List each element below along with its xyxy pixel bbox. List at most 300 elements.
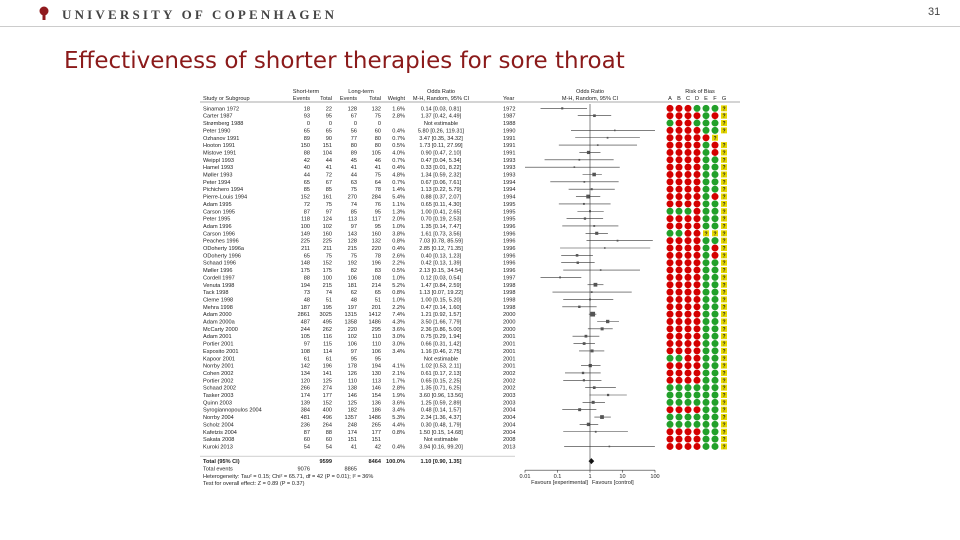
x-axis-tick-label: 100: [650, 474, 660, 481]
study-events-long: 74: [350, 201, 357, 208]
rob-high-icon: [694, 222, 701, 229]
rob-high-icon: [667, 252, 674, 259]
study-year: 1996: [503, 231, 516, 238]
rob-unclear-mark: ?: [722, 157, 726, 164]
study-year: 2004: [503, 407, 516, 414]
rob-high-icon: [694, 325, 701, 332]
rob-low-icon: [712, 274, 719, 281]
rob-unclear-mark: ?: [722, 194, 726, 201]
study-name: Peter 1994: [203, 179, 231, 186]
rob-high-icon: [676, 149, 683, 156]
rob-high-icon: [694, 377, 701, 384]
study-point-estimate: [591, 349, 594, 352]
rob-low-icon: [712, 164, 719, 171]
rob-high-icon: [676, 318, 683, 325]
study-weight: 1.0%: [392, 275, 405, 282]
rob-low-icon: [703, 245, 710, 252]
rob-high-icon: [676, 156, 683, 163]
study-total-long: 78: [374, 253, 381, 260]
rob-low-icon: [712, 347, 719, 354]
rob-high-icon: [676, 281, 683, 288]
study-events-short: 44: [303, 172, 310, 179]
study-year: 2000: [503, 312, 516, 319]
study-name: ODoherty 1996: [203, 253, 241, 260]
study-year: 2001: [503, 348, 516, 355]
study-year: 1994: [503, 187, 516, 194]
rob-high-icon: [694, 303, 701, 310]
study-odds-ratio-ci: 1.13 [0.22, 5.79]: [420, 187, 462, 194]
study-total-long: 78: [374, 187, 381, 194]
study-events-long: 110: [348, 378, 357, 385]
rob-low-icon: [703, 142, 710, 149]
study-total-short: 161: [322, 194, 332, 201]
rob-low-icon: [703, 281, 710, 288]
rob-low-icon: [703, 252, 710, 259]
study-year: 1995: [503, 201, 516, 208]
study-name: Carson 1995: [203, 209, 236, 216]
rob-high-icon: [685, 318, 692, 325]
rob-low-icon: [712, 399, 719, 406]
study-name: Cleme 1998: [203, 297, 234, 304]
study-events-short: 244: [300, 326, 310, 333]
study-name: Pierre-Louis 1994: [203, 194, 248, 201]
rob-low-icon: [703, 443, 710, 450]
study-year: 2003: [503, 400, 516, 407]
study-name: Cohen 2002: [203, 370, 234, 377]
header-rob-B: B: [677, 96, 681, 102]
study-point-estimate: [583, 181, 585, 183]
total-diamond: [589, 458, 595, 464]
study-year: 1996: [503, 253, 516, 260]
study-total-long: 132: [371, 106, 381, 113]
study-events-short: 149: [300, 231, 310, 238]
rob-low-icon: [712, 156, 719, 163]
study-odds-ratio-ci: 2.34 [1.36, 4.37]: [420, 415, 462, 422]
study-total-long: 46: [374, 157, 381, 164]
study-total-long: 220: [371, 246, 381, 252]
rob-high-icon: [676, 178, 683, 185]
rob-low-icon: [712, 289, 719, 296]
rob-high-icon: [676, 245, 683, 252]
rob-high-icon: [685, 149, 692, 156]
study-weight: 3.0%: [392, 334, 405, 341]
study-events-long: 146: [347, 393, 357, 399]
rob-high-icon: [676, 142, 683, 149]
study-point-estimate: [587, 423, 590, 426]
study-weight: 3.8%: [392, 231, 405, 238]
study-year: 1998: [503, 304, 516, 311]
study-point-estimate: [574, 166, 576, 168]
study-odds-ratio-ci: 5.80 [0.26, 119.31]: [417, 128, 465, 135]
rob-high-icon: [676, 215, 683, 222]
study-total-short: 114: [323, 348, 332, 355]
rob-low-icon: [712, 171, 719, 178]
study-name: Tasker 2003: [203, 393, 234, 399]
study-name: Peter 1995: [203, 216, 231, 223]
rob-high-icon: [685, 369, 692, 376]
study-events-long: 67: [350, 113, 357, 120]
study-events-long: 1315: [344, 312, 357, 319]
study-events-long: 48: [350, 297, 357, 304]
rob-high-icon: [667, 443, 674, 450]
rob-unclear-mark: ?: [722, 326, 726, 333]
study-odds-ratio-ci: 3.50 [1.66, 7.79]: [420, 319, 462, 326]
study-events-short: 120: [300, 378, 310, 385]
rob-unclear-mark: ?: [722, 282, 726, 289]
study-events-long: 41: [350, 165, 357, 172]
study-year: 1994: [503, 179, 516, 186]
study-name: Tack 1998: [203, 290, 229, 297]
rob-high-icon: [694, 215, 701, 222]
study-odds-ratio-ci: 1.00 [0.41, 2.65]: [420, 209, 462, 216]
study-point-estimate: [597, 144, 599, 146]
study-events-long: 75: [350, 187, 357, 194]
study-events-short: 225: [300, 238, 310, 245]
study-total-long: 186: [371, 407, 381, 414]
rob-high-icon: [694, 340, 701, 347]
rob-low-icon: [703, 127, 710, 134]
study-year: 1996: [503, 268, 516, 275]
rob-high-icon: [694, 281, 701, 288]
study-odds-ratio-ci: 0.88 [0.37, 2.07]: [420, 194, 462, 201]
rob-high-icon: [676, 274, 683, 281]
study-odds-ratio-ci: Not estimable: [423, 121, 459, 128]
study-events-long: 89: [350, 150, 357, 157]
study-total-long: 75: [374, 172, 381, 179]
study-year: 1995: [503, 216, 516, 223]
study-name: Adam 2000a: [203, 319, 235, 326]
favours-right-label: Favours [control]: [592, 480, 634, 487]
study-weight: 1.3%: [392, 209, 405, 216]
study-point-estimate: [590, 312, 595, 317]
study-events-long: 97: [350, 223, 357, 230]
study-total-long: 75: [374, 113, 381, 120]
rob-low-icon: [703, 303, 710, 310]
rob-high-icon: [667, 215, 674, 222]
rob-high-icon: [694, 311, 701, 318]
rob-high-icon: [685, 112, 692, 119]
study-events-short: 194: [300, 282, 310, 289]
study-odds-ratio-ci: 2.36 [0.86, 5.00]: [420, 326, 462, 333]
rob-low-icon: [703, 171, 710, 178]
rob-unclear-mark: ?: [722, 429, 726, 436]
rob-low-icon: [712, 436, 719, 443]
rob-high-icon: [667, 274, 674, 281]
rob-unclear-mark: ?: [722, 113, 726, 120]
rob-high-icon: [676, 267, 683, 274]
rob-high-icon: [694, 142, 701, 149]
study-total-long: 154: [371, 393, 381, 399]
study-name: Norrby 2004: [203, 415, 234, 422]
study-year: 1993: [503, 172, 516, 179]
header-short-term: Short-term: [292, 89, 320, 95]
study-year: 1998: [503, 282, 516, 289]
study-events-short: 65: [303, 253, 310, 260]
rob-high-icon: [676, 289, 683, 296]
study-odds-ratio-ci: 0.67 [0.06, 7.61]: [420, 179, 462, 186]
rob-low-icon: [685, 399, 692, 406]
rob-low-icon: [712, 259, 719, 266]
study-point-estimate: [593, 386, 596, 389]
rob-low-icon: [703, 208, 710, 215]
study-name: Carson 1996: [203, 231, 236, 238]
header-events-long: Events: [339, 96, 357, 102]
study-total-short: 196: [322, 363, 332, 370]
study-name: Kuroki 2013: [203, 444, 233, 451]
study-weight: 2.2%: [392, 304, 405, 311]
header-or-method: M-H, Random, 95% CI: [412, 96, 470, 102]
rob-low-icon: [703, 105, 710, 112]
rob-high-icon: [676, 127, 683, 134]
study-point-estimate: [595, 431, 597, 433]
study-total-short: 72: [325, 172, 332, 179]
rob-unclear-mark: ?: [722, 385, 726, 392]
rob-high-icon: [685, 281, 692, 288]
rob-low-icon: [703, 193, 710, 200]
study-total-short: 495: [322, 319, 332, 326]
rob-high-icon: [676, 259, 683, 266]
rob-high-icon: [676, 333, 683, 340]
study-name: Quinn 2003: [203, 400, 232, 407]
study-total-short: 151: [322, 143, 332, 150]
study-events-long: 85: [350, 209, 357, 216]
rob-low-icon: [712, 443, 719, 450]
study-total-short: 124: [322, 216, 332, 223]
rob-low-icon: [667, 120, 674, 127]
study-weight: 0.8%: [392, 238, 405, 245]
rob-unclear-mark: ?: [722, 290, 726, 297]
rob-high-icon: [667, 281, 674, 288]
rob-low-icon: [703, 340, 710, 347]
total-events-long: 8865: [344, 466, 357, 473]
study-total-long: 76: [374, 201, 381, 208]
study-point-estimate: [609, 446, 611, 448]
study-events-short: 108: [300, 348, 310, 355]
study-point-estimate: [583, 342, 586, 345]
study-name: Weippl 1993: [203, 157, 234, 164]
rob-high-icon: [694, 406, 701, 413]
rob-high-icon: [667, 325, 674, 332]
study-weight: 0.7%: [392, 179, 405, 186]
rob-unclear-mark: ?: [722, 201, 726, 208]
study-odds-ratio-ci: 1.16 [0.46, 2.75]: [420, 348, 462, 355]
rob-high-icon: [694, 134, 701, 141]
study-year: 2013: [503, 444, 516, 451]
institution-name: UNIVERSITY OF COPENHAGEN: [62, 7, 338, 22]
study-odds-ratio-ci: 2.13 [0.15, 34.54]: [419, 268, 463, 275]
rob-high-icon: [667, 259, 674, 266]
study-year: 2001: [503, 341, 516, 348]
rob-high-icon: [667, 311, 674, 318]
rob-low-icon: [703, 392, 710, 399]
rob-high-icon: [694, 112, 701, 119]
rob-low-icon: [685, 392, 692, 399]
rob-low-icon: [712, 178, 719, 185]
rob-low-icon: [712, 340, 719, 347]
rob-high-icon: [667, 237, 674, 244]
rob-unclear-mark: ?: [722, 275, 726, 282]
study-odds-ratio-ci: 0.47 [0.14, 1.60]: [420, 304, 462, 311]
header-study: Study or Subgroup: [203, 96, 250, 102]
rob-high-icon: [685, 406, 692, 413]
total-label: Total (95% CI): [203, 459, 240, 466]
study-total-long: 214: [371, 282, 381, 289]
rob-high-icon: [685, 215, 692, 222]
rob-low-icon: [712, 296, 719, 303]
study-weight: 2.8%: [392, 113, 405, 120]
rob-high-icon: [676, 347, 683, 354]
study-total-long: 177: [371, 429, 381, 436]
rob-high-icon: [676, 252, 683, 259]
study-events-short: 100: [300, 223, 310, 230]
rob-high-icon: [676, 200, 683, 207]
study-total-short: 152: [322, 400, 332, 407]
study-weight: 0.4%: [392, 444, 405, 451]
rob-high-icon: [667, 289, 674, 296]
rob-high-icon: [694, 149, 701, 156]
study-events-short: 211: [301, 246, 310, 252]
study-total-short: 75: [325, 253, 332, 260]
study-events-short: 48: [303, 297, 310, 304]
rob-low-icon: [712, 281, 719, 288]
study-total-short: 195: [322, 304, 332, 311]
rob-high-icon: [685, 127, 692, 134]
study-point-estimate: [582, 372, 584, 374]
rob-high-icon: [685, 436, 692, 443]
rob-low-icon: [712, 377, 719, 384]
study-events-long: 113: [348, 216, 357, 223]
study-year: 2008: [503, 437, 516, 444]
study-total-long: 80: [374, 143, 381, 150]
rob-high-icon: [667, 303, 674, 310]
rob-low-icon: [676, 384, 683, 391]
rob-high-icon: [694, 178, 701, 185]
rob-high-icon: [676, 436, 683, 443]
study-total-short: 262: [322, 326, 332, 333]
study-events-short: 72: [303, 201, 310, 208]
rob-unclear-mark: ?: [722, 363, 726, 370]
rob-high-icon: [685, 237, 692, 244]
study-total-long: 42: [374, 444, 381, 451]
study-name: McCarty 2000: [203, 326, 238, 333]
rob-unclear-mark: ?: [722, 165, 726, 172]
study-weight: 1.1%: [392, 201, 405, 208]
rob-low-icon: [712, 369, 719, 376]
study-odds-ratio-ci: 1.61 [0.73, 3.56]: [420, 231, 462, 238]
page-number: 31: [928, 6, 941, 18]
study-total-short: 100: [322, 275, 332, 282]
study-odds-ratio-ci: 1.34 [0.59, 2.32]: [420, 172, 462, 179]
study-odds-ratio-ci: 0.66 [0.31, 1.42]: [420, 341, 462, 348]
rob-high-icon: [685, 311, 692, 318]
study-year: 1990: [503, 128, 516, 135]
rob-low-icon: [712, 105, 719, 112]
study-name: Cordell 1997: [203, 275, 235, 282]
study-total-long: 64: [374, 179, 381, 186]
rob-low-icon: [685, 384, 692, 391]
rob-high-icon: [712, 142, 719, 149]
rob-high-icon: [685, 340, 692, 347]
rob-high-icon: [676, 134, 683, 141]
study-name: ODoherty 1996a: [203, 246, 245, 252]
study-weight: 3.4%: [392, 348, 405, 355]
rob-low-icon: [703, 428, 710, 435]
rob-low-icon: [703, 384, 710, 391]
study-total-short: 41: [325, 165, 332, 172]
study-total-short: 264: [322, 422, 332, 429]
study-odds-ratio-ci: 2.85 [0.12, 71.35]: [419, 246, 463, 252]
rob-high-icon: [676, 340, 683, 347]
rob-high-icon: [694, 436, 701, 443]
study-events-long: 97: [350, 348, 357, 355]
study-events-long: 128: [347, 106, 357, 113]
rob-low-icon: [685, 421, 692, 428]
rob-low-icon: [712, 355, 719, 362]
rob-low-icon: [676, 355, 683, 362]
study-name: Adam 2001: [203, 334, 232, 341]
rob-high-icon: [685, 200, 692, 207]
study-year: 2002: [503, 378, 516, 385]
study-point-estimate: [614, 130, 616, 132]
rob-low-icon: [712, 186, 719, 193]
study-weight: 5.4%: [392, 194, 405, 201]
rob-high-icon: [712, 252, 719, 259]
study-point-estimate: [591, 291, 593, 293]
rob-high-icon: [676, 120, 683, 127]
rob-high-icon: [694, 274, 701, 281]
rob-high-icon: [667, 406, 674, 413]
total-events-label: Total events: [203, 466, 233, 473]
study-point-estimate: [583, 379, 585, 381]
study-events-short: 266: [300, 385, 310, 392]
rob-high-icon: [676, 171, 683, 178]
rob-low-icon: [703, 149, 710, 156]
study-year: 1998: [503, 290, 516, 297]
rob-unclear-mark: ?: [722, 260, 726, 267]
study-year: 2001: [503, 334, 516, 341]
study-point-estimate: [594, 283, 598, 287]
study-events-short: 61: [303, 356, 310, 363]
favours-left-label: Favours [experimental]: [531, 480, 588, 487]
study-name: Syrogiannopoulos 2004: [203, 407, 262, 414]
rob-unclear-mark: ?: [722, 378, 726, 385]
study-total-short: 211: [323, 246, 332, 252]
rob-low-icon: [703, 369, 710, 376]
study-total-long: 0: [377, 121, 381, 128]
study-events-short: 481: [300, 415, 310, 422]
rob-low-icon: [712, 222, 719, 229]
study-events-short: 118: [301, 216, 310, 223]
rob-unclear-mark: ?: [722, 319, 726, 326]
study-name: Sinaman 1972: [203, 106, 240, 113]
rob-low-icon: [703, 222, 710, 229]
rob-unclear-mark: ?: [722, 187, 726, 194]
study-point-estimate: [578, 159, 580, 161]
rob-low-icon: [703, 215, 710, 222]
rob-high-icon: [694, 156, 701, 163]
rob-low-icon: [703, 347, 710, 354]
rob-high-icon: [694, 347, 701, 354]
rob-low-icon: [685, 414, 692, 421]
study-events-long: 75: [350, 253, 357, 260]
header-rob-F: F: [713, 96, 717, 102]
rob-high-icon: [685, 443, 692, 450]
study-odds-ratio-ci: 0.65 [0.11, 4.30]: [420, 201, 462, 208]
study-weight: 0.4%: [392, 165, 405, 172]
study-total-long: 65: [374, 290, 381, 297]
study-total-short: 177: [322, 393, 332, 399]
rob-high-icon: [694, 186, 701, 193]
